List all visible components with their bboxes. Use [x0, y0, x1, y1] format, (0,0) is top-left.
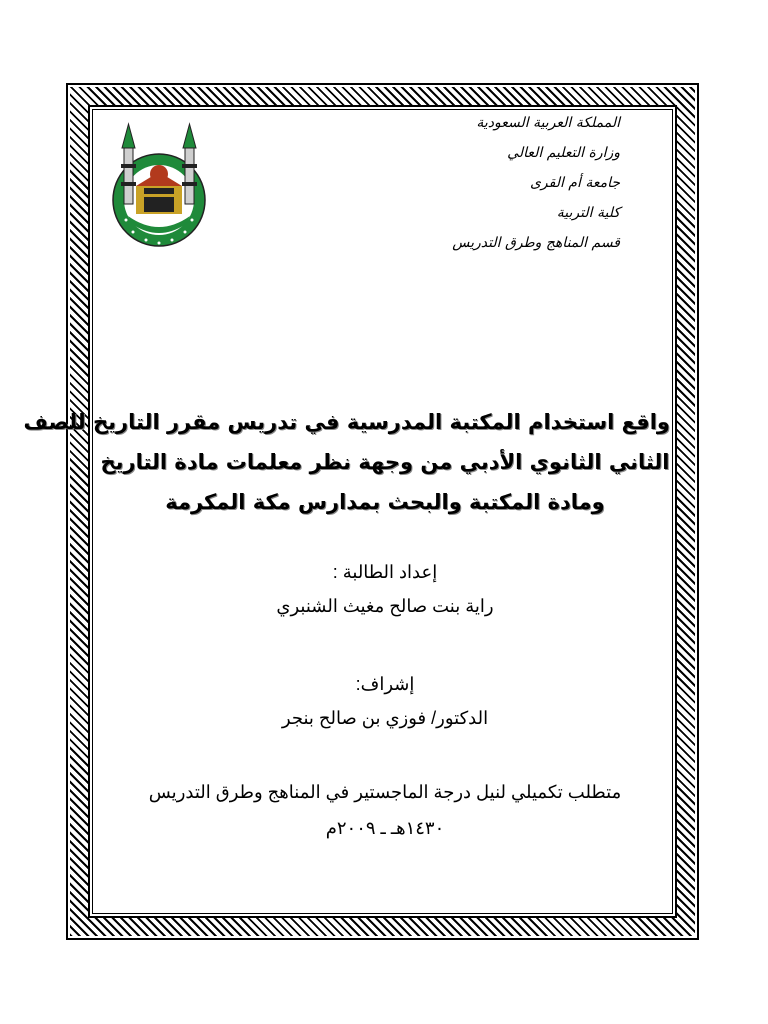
- ministry-name: وزارة التعليم العالي: [507, 145, 620, 161]
- institution-header: [360, 108, 620, 258]
- supervisor-name: الدكتور/ فوزي بن صالح بنجر: [281, 708, 489, 728]
- department-name: قسم المناهج وطرق التدريس: [452, 235, 620, 251]
- kingdom-name: المملكة العربية السعودية: [476, 115, 620, 131]
- supervision-label: إشراف:: [355, 674, 415, 694]
- university-name: جامعة أم القرى: [529, 175, 620, 191]
- title-line-2: الثاني الثانوي الأدبي من وجهة نظر معلمات مادة التاريخ: [100, 450, 670, 474]
- submission-date: ١٤٣٠هـ ـ ٢٠٠٩م: [325, 818, 445, 838]
- preparation-label: إعداد الطالبة :: [332, 562, 438, 582]
- student-name: راية بنت صالح مغيث الشنبري: [276, 596, 494, 616]
- degree-requirement: متطلب تكميلي لنيل درجة الماجستير في المناهج وطرق التدريس: [148, 782, 622, 802]
- title-line-3: ومادة المكتبة والبحث بمدارس مكة المكرمة: [165, 490, 605, 514]
- thesis-title: [23, 402, 670, 522]
- university-seal-icon: [106, 116, 212, 250]
- college-name: كلية التربية: [556, 205, 620, 221]
- title-line-1: واقع استخدام المكتبة المدرسية في تدريس مقرر التاريخ للصف: [23, 410, 670, 434]
